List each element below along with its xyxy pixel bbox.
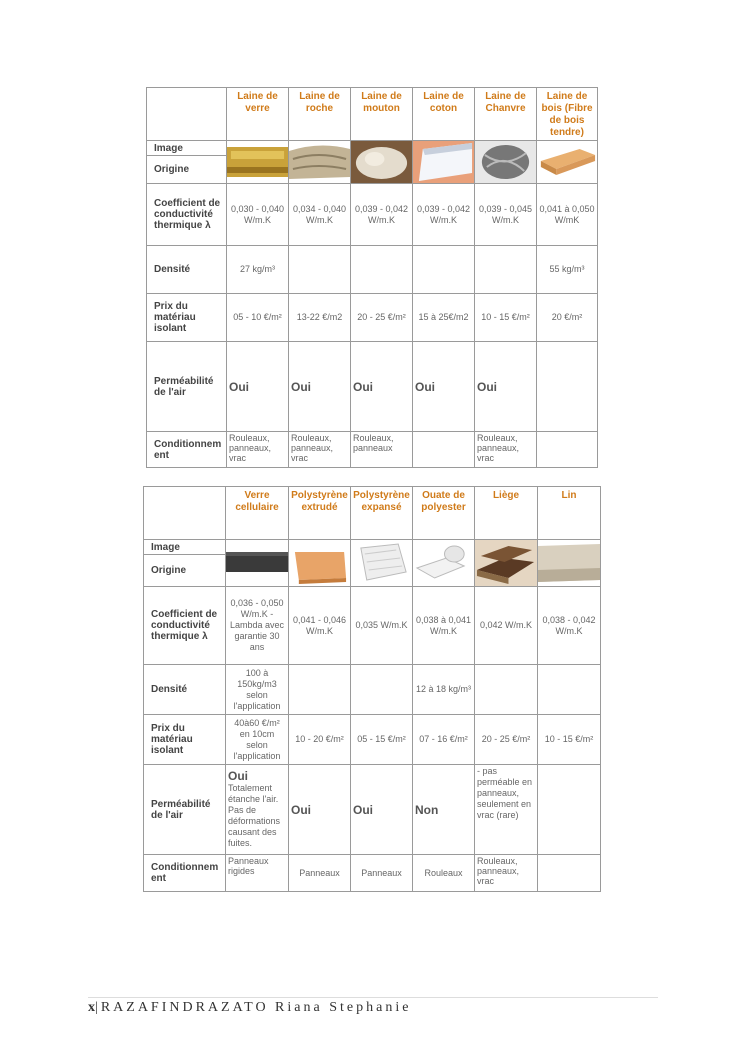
- header-cell: Laine de bois (Fibre de bois tendre): [537, 88, 598, 141]
- photo-laine-bois: [537, 141, 598, 184]
- permeability-cell: - pas perméable en panneaux, seulement en vrac (rare): [475, 765, 538, 855]
- page-mark: x: [88, 1000, 95, 1015]
- row-label-perm: Perméabilité de l'air: [147, 342, 227, 432]
- coef-cell: 0,038 - 0,042 W/m.K: [538, 587, 601, 665]
- coef-cell: 0,041 à 0,050 W/mK: [537, 184, 598, 246]
- coef-cell: 0,042 W/m.K: [475, 587, 538, 665]
- packaging-cell: Rouleaux, panneaux, vrac: [475, 855, 538, 892]
- packaging-cell: Rouleaux, panneaux, vrac: [289, 432, 351, 468]
- corner-cell: [147, 88, 227, 141]
- density-cell: 12 à 18 kg/m³: [413, 665, 475, 715]
- permeability-cell: [537, 342, 598, 432]
- permeability-cell: Oui: [351, 765, 413, 855]
- insulation-table-2: [143, 486, 601, 892]
- price-cell: 10 - 20 €/m²: [289, 715, 351, 765]
- photo-laine-verre: [227, 141, 289, 184]
- row-label-densite: Densité: [144, 665, 226, 715]
- permeability-cell: Oui: [289, 342, 351, 432]
- permeability-cell: Oui: [351, 342, 413, 432]
- packaging-cell: Rouleaux, panneaux, vrac: [227, 432, 289, 468]
- packaging-row: [147, 432, 598, 468]
- row-label-densite: Densité: [147, 246, 227, 294]
- price-cell: 13-22 €/m2: [289, 294, 351, 342]
- packaging-cell: [538, 855, 601, 892]
- density-row: [144, 665, 601, 715]
- price-cell: 10 - 15 €/m²: [475, 294, 537, 342]
- price-cell: 05 - 15 €/m²: [351, 715, 413, 765]
- price-row: [147, 294, 598, 342]
- photo-polystyrene-expanse: [351, 540, 413, 587]
- corner-cell: [144, 487, 226, 540]
- row-label-cond: Conditionnem ent: [147, 432, 227, 468]
- row-label-prix: Prix du matériau isolant: [144, 715, 226, 765]
- price-cell: 20 - 25 €/m²: [351, 294, 413, 342]
- header-cell: Lin: [538, 487, 601, 540]
- row-label-perm: Perméabilité de l'air: [144, 765, 226, 855]
- permeability-cell: [226, 765, 289, 855]
- packaging-cell: Rouleaux, panneaux: [351, 432, 413, 468]
- photo-laine-coton: [413, 141, 475, 184]
- packaging-cell: Panneaux rigides: [226, 855, 289, 892]
- price-cell: 05 - 10 €/m²: [227, 294, 289, 342]
- permeability-cell: Oui: [413, 342, 475, 432]
- permeability-cell: Non: [413, 765, 475, 855]
- coef-row: [144, 587, 601, 665]
- price-cell: 40à60 €/m² en 10cm selon l'application: [226, 715, 289, 765]
- header-cell: Laine de mouton: [351, 88, 413, 141]
- photo-liege: [475, 540, 538, 587]
- price-cell: 20 €/m²: [537, 294, 598, 342]
- price-cell: 15 à 25€/m2: [413, 294, 475, 342]
- price-cell: 10 - 15 €/m²: [538, 715, 601, 765]
- coef-cell: 0,036 - 0,050 W/m.K - Lambda avec garantie 30 ans: [226, 587, 289, 665]
- header-cell: Laine de Chanvre: [475, 88, 537, 141]
- permeability-cell: Oui: [289, 765, 351, 855]
- header-cell: Liège: [475, 487, 538, 540]
- header-row: [147, 88, 598, 141]
- price-cell: 20 - 25 €/m²: [475, 715, 538, 765]
- author-name: RAZAFINDRAZATO Riana Stephanie: [100, 1000, 412, 1015]
- price-row: [144, 715, 601, 765]
- density-cell: 55 kg/m³: [537, 246, 598, 294]
- row-label-prix: Prix du matériau isolant: [147, 294, 227, 342]
- permeability-row: [144, 765, 601, 855]
- permeability-row: [147, 342, 598, 432]
- header-cell: Laine de roche: [289, 88, 351, 141]
- image-row: [144, 540, 601, 555]
- header-cell: Polystyrène expansé: [351, 487, 413, 540]
- packaging-cell: Rouleaux, panneaux, vrac: [475, 432, 537, 468]
- row-label-origine: Origine: [147, 156, 227, 184]
- permeability-cell: Oui: [227, 342, 289, 432]
- photo-laine-mouton: [351, 141, 413, 184]
- coef-cell: 0,034 - 0,040 W/m.K: [289, 184, 351, 246]
- density-cell: [413, 246, 475, 294]
- permeability-note: Totalement étanche l'air. Pas de déformations causant des fuites.: [228, 782, 281, 848]
- row-label-coef: Coefficient de conductivité thermique λ: [144, 587, 226, 665]
- density-cell: [351, 665, 413, 715]
- density-cell: [475, 246, 537, 294]
- header-cell: Verre cellulaire: [226, 487, 289, 540]
- packaging-cell: Panneaux: [289, 855, 351, 892]
- permeability-cell: Oui: [475, 342, 537, 432]
- packaging-cell: [413, 432, 475, 468]
- photo-polystyrene-extrude: [289, 540, 351, 587]
- density-cell: [289, 665, 351, 715]
- density-cell: 100 à 150kg/m3 selon l'application: [226, 665, 289, 715]
- row-label-coef: Coefficient de conductivité thermique λ: [147, 184, 227, 246]
- header-cell: Laine de coton: [413, 88, 475, 141]
- packaging-row: [144, 855, 601, 892]
- header-row: [144, 487, 601, 540]
- packaging-cell: Panneaux: [351, 855, 413, 892]
- coef-row: [147, 184, 598, 246]
- density-cell: 27 kg/m³: [227, 246, 289, 294]
- photo-verre-cellulaire: [226, 540, 289, 587]
- coef-cell: 0,039 - 0,042 W/m.K: [351, 184, 413, 246]
- row-label-image: Image: [147, 141, 227, 156]
- packaging-cell: [537, 432, 598, 468]
- photo-lin: [538, 540, 601, 587]
- photo-laine-chanvre: [475, 141, 537, 184]
- page-footer: [88, 1000, 411, 1016]
- density-cell: [289, 246, 351, 294]
- row-label-cond: Conditionnem ent: [144, 855, 226, 892]
- density-row: [147, 246, 598, 294]
- header-cell: Ouate de polyester: [413, 487, 475, 540]
- row-label-origine: Origine: [144, 555, 226, 587]
- photo-laine-roche: [289, 141, 351, 184]
- footer-rule: [88, 997, 658, 998]
- density-cell: [475, 665, 538, 715]
- image-row: [147, 141, 598, 156]
- photo-ouate-polyester: [413, 540, 475, 587]
- permeability-cell: [538, 765, 601, 855]
- row-label-image: Image: [144, 540, 226, 555]
- header-cell: Polystyrène extrudé: [289, 487, 351, 540]
- price-cell: 07 - 16 €/m²: [413, 715, 475, 765]
- coef-cell: 0,038 à 0,041 W/m.K: [413, 587, 475, 665]
- coef-cell: 0,041 - 0,046 W/m.K: [289, 587, 351, 665]
- packaging-cell: Rouleaux: [413, 855, 475, 892]
- permeability-oui: Oui: [228, 768, 248, 783]
- coef-cell: 0,039 - 0,045 W/m.K: [475, 184, 537, 246]
- header-cell: Laine de verre: [227, 88, 289, 141]
- coef-cell: 0,030 - 0,040 W/m.K: [227, 184, 289, 246]
- insulation-table-1: [146, 87, 598, 468]
- coef-cell: 0,039 - 0,042 W/m.K: [413, 184, 475, 246]
- density-cell: [538, 665, 601, 715]
- density-cell: [351, 246, 413, 294]
- coef-cell: 0,035 W/m.K: [351, 587, 413, 665]
- footer-separator: |: [95, 1000, 101, 1015]
